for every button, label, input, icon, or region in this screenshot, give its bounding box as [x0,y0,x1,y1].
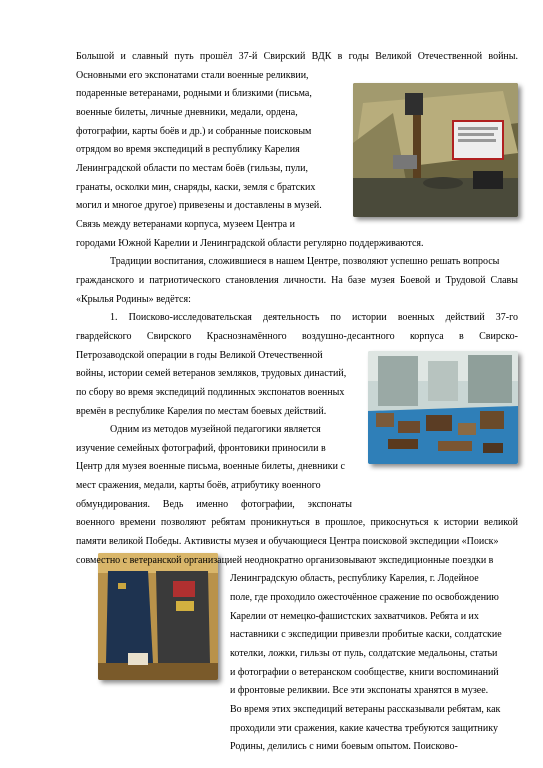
text-line: Во время этих экспедиций ветераны рассказывали ребятам, как [230,704,501,716]
uniforms-exhibit-image [98,553,218,680]
text-line: городами Южной Карелии и Ленинградской области регулярно поддерживаются. [76,237,424,249]
text-line: Ленинградскую область, республику Карелия, г. Лодейное [230,573,479,585]
text-line: проходили эти сражения, какие качества требуются защитнику [230,722,498,734]
text-line: Родины, делились с ними боевым опытом. Поисково- [230,741,458,753]
text-line: Карелии от немецко-фашистских захватчиков. Ребята и их [230,610,479,622]
text-line: отрядом во время экспедиций в республику Карелия [76,144,300,156]
text-line: времён в республике Карелия по местам боевых действий. [76,405,327,417]
text-line: гражданского и патриотического становления личности. На базе музея Боевой и Трудовой Славы [76,274,518,286]
text-line: войны, истории семей ветеранов земляков, трудовых династий, [76,368,347,380]
text-line: могил и многое другое) привезены и доставлены в музей. [76,200,322,212]
text-line: «Крылья Родины» ведётся: [76,293,191,305]
text-line: Петрозаводской операции в годы Великой Отечественной [76,349,323,361]
text-line: Традиции воспитания, сложившиеся в нашем Центре, позволяют успешно решать вопросы [110,256,500,268]
text-line: Центр для музея военные письма, военные билеты, дневники с [76,461,345,473]
text-line: поле, где проходило ожесточённое сражение по освобождению [230,592,499,604]
showcase-exhibit-photo [368,351,518,464]
text-line: военные билеты, личные дневники, медали, ордена, [76,106,298,118]
text-line: Большой и славный путь прошёл 37-й Свирский ВДК в годы Великой Отечественной войны. [76,51,518,62]
text-line: военного времени позволяют ребятам проникнуться в прошлое, прикоснуться к истории великой [76,517,518,529]
text-line: Связь между ветеранами корпуса, музеем Центра и [76,218,295,230]
text-line: подаренные ветеранами, родными и близкими (письма, [76,88,312,100]
text-line: памяти великой Победы. Активисты музея и обучающиеся Центра поисковой экспедиции «Поиск» [76,536,499,548]
text-line: и фотографии о ветеранском сообществе, книги воспоминаний [230,666,499,678]
text-line: мест сражения, медали, карты боёв, атрибутику военного [76,480,321,492]
tent-exhibit-image [353,83,518,217]
text-line: совместно с ветеранской организацией неоднократно организовывают экспедиционные поездки в [76,554,494,566]
text-line: 1. Поисково-исследовательская деятельность по истории военных действий 37-го [110,312,518,324]
text-line: котелки, ложки, гильзы от пуль, солдатские медальоны, статьи [230,648,498,660]
text-line: по сбору во время экспедиций подлинных экспонатов военных [76,386,345,398]
text-line: гранаты, осколки мин, снаряды, каски, земля с братских [76,181,316,193]
text-line: и фронтовые реликвии. Все эти экспонаты хранятся в музее. [230,685,489,697]
text-line: Одним из методов музейной педагогики является [110,424,321,436]
text-line: изучение семейных фотографий, фронтовики приносили в [76,442,326,454]
text-line: обмундирования. Ведь именно фотографии, экспонаты [76,498,352,510]
text-line: гвардейского Свирского Краснознамённого воздушно-десантного корпуса в Свирско- [76,330,518,342]
text-line: наставники с экспедиции привезли пробитые каски, солдатские [230,629,502,641]
uniforms-exhibit-photo [98,553,218,680]
text-line: фотографии, карты боёв и др.) и собранные поисковым [76,125,312,137]
showcase-exhibit-image [368,351,518,464]
tent-exhibit-photo [353,83,518,217]
text-line: Основными его экспонатами стали военные реликвии, [76,69,309,81]
text-line: Ленинградской области по местам боёв (гильзы, пули, [76,162,308,174]
